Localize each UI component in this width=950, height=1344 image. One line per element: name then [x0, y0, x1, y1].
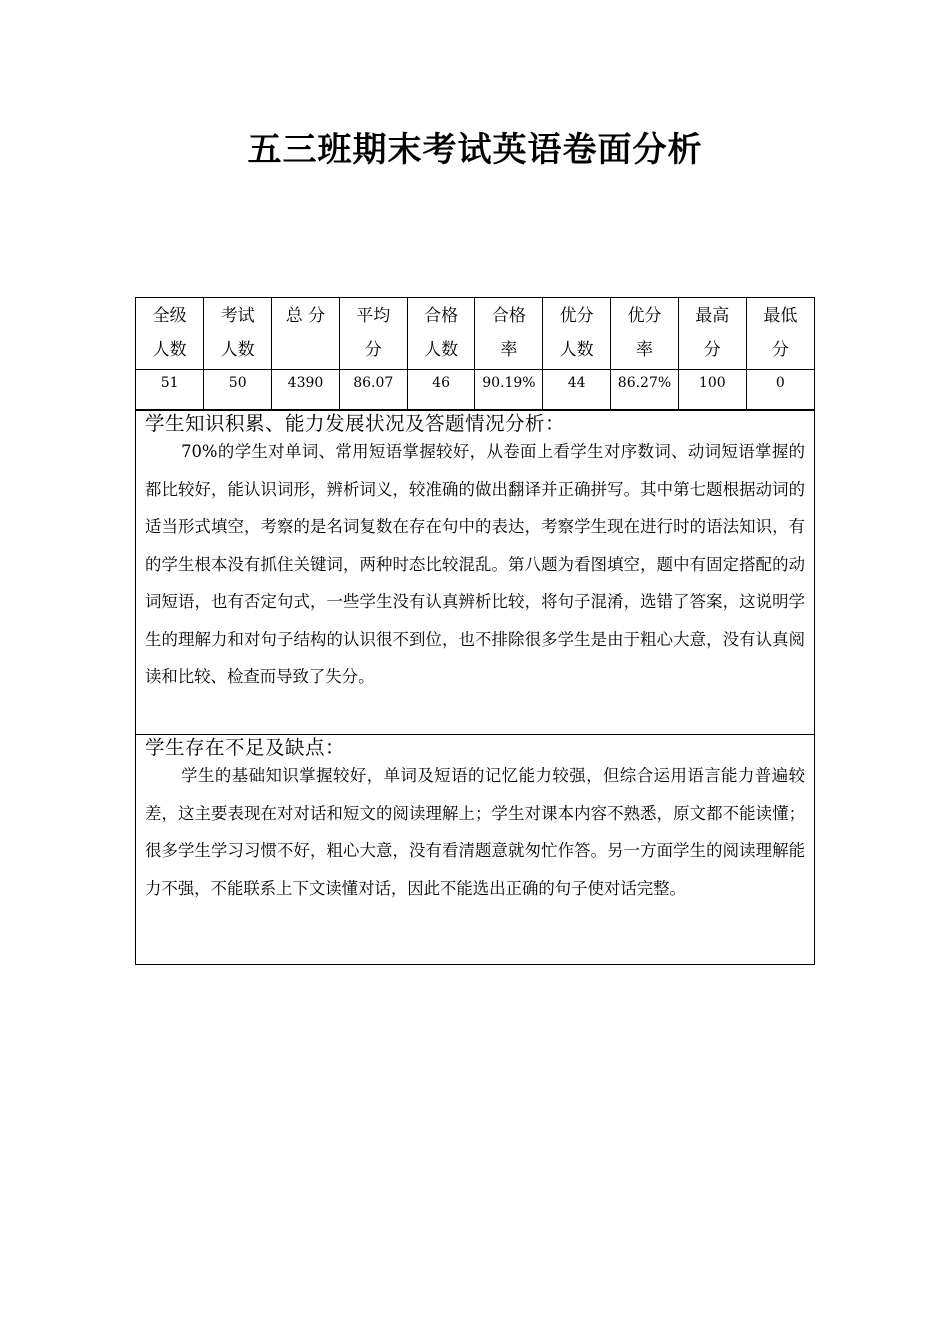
value-lowest-score: 0: [746, 370, 814, 410]
analysis-report: [135, 297, 815, 965]
section-body: 70%的学生对单词、常用短语掌握较好，从卷面上看学生对序数词、动词短语掌握的都比较好，能认识词形，辨析词义，较准确的做出翻译并正确拼写。其中第七题根据动词的适当形式填空，考察的是名词复数在存在句中的表达，考察学生现在进行时的语法知识，有的学生根本没有抓住关键词，两种时态比较混乱。第八题为看图填空，题中有固定搭配的动词短语，也有否定句式，一些学生没有认真辨析比较，将句子混淆，选错了答案，这说明学生的理解力和对句子结构的认识很不到位，也不排除很多学生是由于粗心大意，没有认真阅读和比较、检查而导致了失分。: [145, 442, 805, 686]
section-heading: 学生知识积累、能力发展状况及答题情况分析：: [145, 412, 566, 435]
value-pass-rate: 90.19%: [475, 370, 543, 410]
header-excellent-rate: 优分率: [611, 298, 679, 370]
stats-value-row: [136, 370, 814, 410]
header-excellent-count: 优分人数: [543, 298, 611, 370]
value-excellent-count: 44: [543, 370, 611, 410]
header-pass-rate: 合格率: [475, 298, 543, 370]
header-exam-takers: 考试人数: [204, 298, 272, 370]
knowledge-analysis-section: [136, 410, 814, 734]
value-total-score: 4390: [272, 370, 340, 410]
value-average-score: 86.07: [339, 370, 407, 410]
value-total-students: 51: [136, 370, 204, 410]
header-highest-score: 最高分: [678, 298, 746, 370]
page-title: 五三班期末考试英语卷面分析: [247, 130, 703, 170]
value-excellent-rate: 86.27%: [611, 370, 679, 410]
shortcomings-section: [136, 734, 814, 964]
section-heading: 学生存在不足及缺点：: [145, 736, 346, 759]
header-total-students: 全级人数: [136, 298, 204, 370]
value-exam-takers: 50: [204, 370, 272, 410]
header-lowest-score: 最低分: [746, 298, 814, 370]
score-stats-table: [136, 298, 814, 410]
header-pass-count: 合格人数: [407, 298, 475, 370]
stats-header-row: [136, 298, 814, 370]
value-pass-count: 46: [407, 370, 475, 410]
value-highest-score: 100: [678, 370, 746, 410]
section-body: 学生的基础知识掌握较好，单词及短语的记忆能力较强，但综合运用语言能力普遍较差，这主要表现在对对话和短文的阅读理解上；学生对课本内容不熟悉，原文都不能读懂；很多学生学习习惯不好，粗心大意，没有看清题意就匆忙作答。另一方面学生的阅读理解能力不强，不能联系上下文读懂对话，因此不能选出正确的句子使对话完整。: [145, 766, 805, 898]
header-average-score: 平均分: [339, 298, 407, 370]
header-total-score: 总 分: [272, 298, 340, 370]
